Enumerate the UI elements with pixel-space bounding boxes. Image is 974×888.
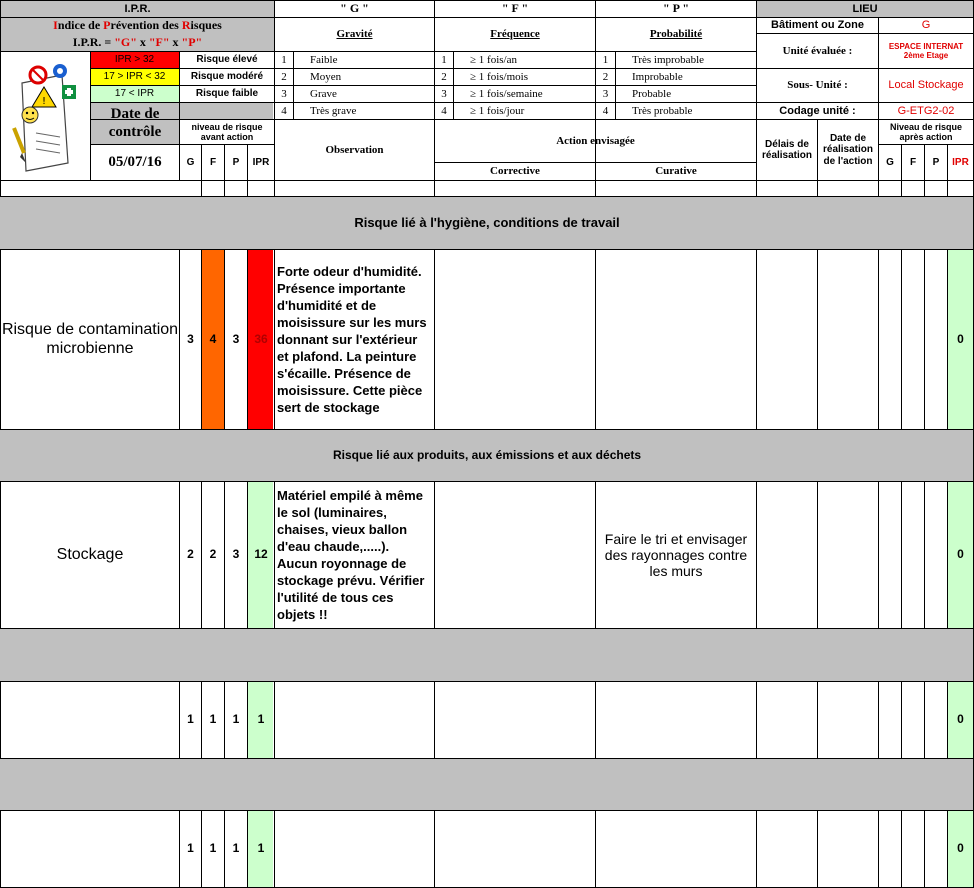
ipr-title: Indice de Prévention des Risques: [53, 18, 222, 33]
section-band: [0, 629, 974, 681]
niveau-apres-label: Niveau de risque après action: [889, 121, 963, 142]
g-subtitle: Gravité: [336, 28, 373, 41]
probability-label: Très improbable: [632, 53, 705, 66]
f-value[interactable]: 2: [209, 547, 217, 562]
date-value-cell[interactable]: [818, 682, 878, 758]
probability-label: Probable: [632, 87, 672, 100]
date-value-cell[interactable]: [818, 250, 878, 429]
p-value[interactable]: 1: [232, 712, 240, 727]
gravity-label: Très grave: [310, 104, 357, 117]
col-f2-header: F: [909, 156, 917, 168]
f2-value[interactable]: [902, 811, 924, 887]
delais-value[interactable]: [757, 250, 817, 429]
date-value-cell[interactable]: [818, 811, 878, 887]
frequency-level: 2: [441, 70, 447, 83]
curative-action[interactable]: Faire le tri et envisager des rayonnages contre les murs: [604, 530, 748, 580]
gravity-level: 1: [281, 53, 287, 66]
observation-text[interactable]: [275, 811, 434, 887]
g-value[interactable]: 1: [187, 841, 194, 856]
action-envisagee-header: Action envisagée: [556, 134, 635, 147]
ipr-value[interactable]: 1: [257, 841, 265, 856]
ipr-value[interactable]: 12: [254, 547, 268, 562]
curative-action[interactable]: [596, 682, 756, 758]
gravity-level: 3: [281, 87, 287, 100]
legend-label: Risque élevé: [196, 54, 258, 66]
f2-value[interactable]: [902, 250, 924, 429]
observation-text[interactable]: Forte odeur d'humidité. Présence importante d'humidité et de moisissure sur les murs donnant sur l'extérieur et plafond. La peinture s'écaille. Présence de moisissure. Cette pièce sert de stockage: [277, 264, 427, 415]
frequency-label: ≥ 1 fois/an: [470, 53, 517, 66]
gravity-level: 4: [281, 104, 287, 117]
curative-action[interactable]: [596, 811, 756, 887]
p-subtitle: Probabilité: [649, 28, 703, 41]
svg-text:!: !: [41, 96, 47, 107]
p2-value[interactable]: [925, 682, 947, 758]
p-value[interactable]: 3: [232, 547, 240, 562]
section-band: [0, 197, 974, 249]
p-title: " P ": [663, 1, 689, 16]
lieu-label: LIEU: [852, 2, 878, 15]
p-value[interactable]: 1: [232, 841, 240, 856]
p2-value[interactable]: [925, 482, 947, 628]
sous-unite-label: Sous- Unité :: [787, 79, 848, 92]
risk-name: Risque de contamination microbienne: [1, 321, 179, 357]
blank-gray-cell: [179, 103, 273, 119]
f-value[interactable]: 4: [209, 331, 217, 346]
delais-header: Délais de réalisation: [761, 138, 813, 161]
sous-unite-value[interactable]: Local Stockage: [888, 79, 964, 92]
ipr-label: I.P.R.: [124, 2, 151, 15]
f-subtitle: Fréquence: [490, 28, 540, 41]
date-value-cell[interactable]: [818, 482, 878, 628]
probability-label: Improbable: [632, 70, 683, 83]
ipr-formula: I.P.R. = "G" x "F" x "P": [72, 34, 203, 49]
g-title: " G ": [340, 1, 369, 16]
legend-range: IPR > 32: [114, 54, 155, 66]
p2-value[interactable]: [925, 250, 947, 429]
date-value[interactable]: 05/07/16: [108, 153, 162, 170]
unite-value[interactable]: ESPACE INTERNAT 2ème Etage: [888, 41, 964, 60]
unite-label: Unité évaluée :: [782, 44, 853, 57]
corrective-action[interactable]: [435, 482, 595, 628]
gravity-label: Moyen: [310, 70, 342, 83]
legend-label: Risque faible: [195, 88, 259, 100]
corrective-action[interactable]: [435, 250, 595, 429]
col-ipr2-header: IPR: [952, 156, 969, 168]
date-label: Date de contrôle: [108, 106, 162, 140]
g2-value[interactable]: [879, 482, 901, 628]
ipr-value[interactable]: 36: [254, 331, 268, 346]
probability-level: 2: [602, 70, 609, 83]
gravity-label: Grave: [310, 87, 337, 100]
curative-action[interactable]: [596, 250, 756, 429]
section-band: [0, 430, 974, 481]
legend-label: Risque modéré: [190, 71, 264, 83]
f-title: " F ": [501, 1, 529, 16]
batiment-value[interactable]: G: [921, 19, 931, 32]
observation-text[interactable]: [275, 682, 434, 758]
col-ipr-header: IPR: [252, 156, 270, 168]
frequency-level: 3: [441, 87, 447, 100]
ipr-value[interactable]: 1: [257, 712, 265, 727]
legend-range: 17 > IPR < 32: [103, 71, 166, 83]
section-title: Risque lié à l'hygiène, conditions de travail: [354, 214, 620, 230]
risk-name: [1, 811, 179, 887]
f-value[interactable]: 1: [209, 841, 217, 856]
probability-level: 4: [602, 104, 609, 117]
corrective-action[interactable]: [435, 811, 595, 887]
p2-value[interactable]: [925, 811, 947, 887]
gravity-label: Faible: [310, 53, 338, 66]
ipr2-value[interactable]: 0: [957, 547, 964, 562]
niveau-avant-label: niveau de risque avant action: [191, 121, 263, 142]
corrective-header: Corrective: [490, 165, 540, 178]
probability-label: Très probable: [632, 104, 693, 117]
probability-level: 3: [602, 87, 609, 100]
delais-value[interactable]: [757, 682, 817, 758]
g-value[interactable]: 1: [187, 712, 194, 727]
delais-value[interactable]: [757, 482, 817, 628]
col-f-header: F: [209, 156, 217, 168]
observation-header: Observation: [325, 143, 384, 156]
date-realisation-header: Date de réalisation de l'action: [822, 132, 874, 167]
p-value[interactable]: 3: [232, 331, 240, 346]
ipr2-value[interactable]: 0: [957, 331, 964, 346]
observation-text[interactable]: Matériel empilé à même le sol (luminaires, chaises, vieux ballon d'eau chaude,.....). Aucun royonnage de stockage prévu. Vérifier l'utilité de tous ces objets !!: [277, 488, 425, 622]
gravity-level: 2: [281, 70, 287, 83]
f2-value[interactable]: [902, 682, 924, 758]
section-band: [0, 759, 974, 810]
g-value[interactable]: 2: [187, 547, 194, 562]
ipr2-value[interactable]: 0: [957, 841, 964, 856]
f-value[interactable]: 1: [209, 712, 217, 727]
col-g-header: G: [186, 156, 195, 168]
g2-value[interactable]: [879, 811, 901, 887]
risk-name: Stockage: [56, 545, 124, 563]
delais-value[interactable]: [757, 811, 817, 887]
frequency-label: ≥ 1 fois/mois: [470, 70, 528, 83]
probability-level: 1: [602, 53, 609, 66]
section-title: Risque lié aux produits, aux émissions et aux déchets: [332, 447, 642, 462]
legend-range: 17 < IPR: [114, 88, 155, 100]
frequency-level: 4: [441, 104, 447, 117]
g2-value[interactable]: [879, 250, 901, 429]
corrective-action[interactable]: [435, 682, 595, 758]
col-g2-header: G: [886, 156, 894, 168]
col-p2-header: P: [932, 156, 940, 168]
frequency-label: ≥ 1 fois/semaine: [470, 87, 543, 100]
batiment-label: Bâtiment ou Zone: [771, 19, 864, 32]
curative-header: Curative: [655, 165, 697, 178]
g-value[interactable]: 3: [187, 331, 194, 346]
f2-value[interactable]: [902, 482, 924, 628]
frequency-level: 1: [441, 53, 447, 66]
ipr2-value[interactable]: 0: [957, 712, 964, 727]
codage-value[interactable]: G-ETG2-02: [897, 104, 955, 117]
codage-label: Codage unité :: [779, 104, 856, 117]
frequency-label: ≥ 1 fois/jour: [470, 104, 525, 117]
col-p-header: P: [232, 156, 240, 168]
risk-name: [1, 682, 179, 758]
g2-value[interactable]: [879, 682, 901, 758]
safety-signs-illustration-icon: [2, 53, 88, 179]
